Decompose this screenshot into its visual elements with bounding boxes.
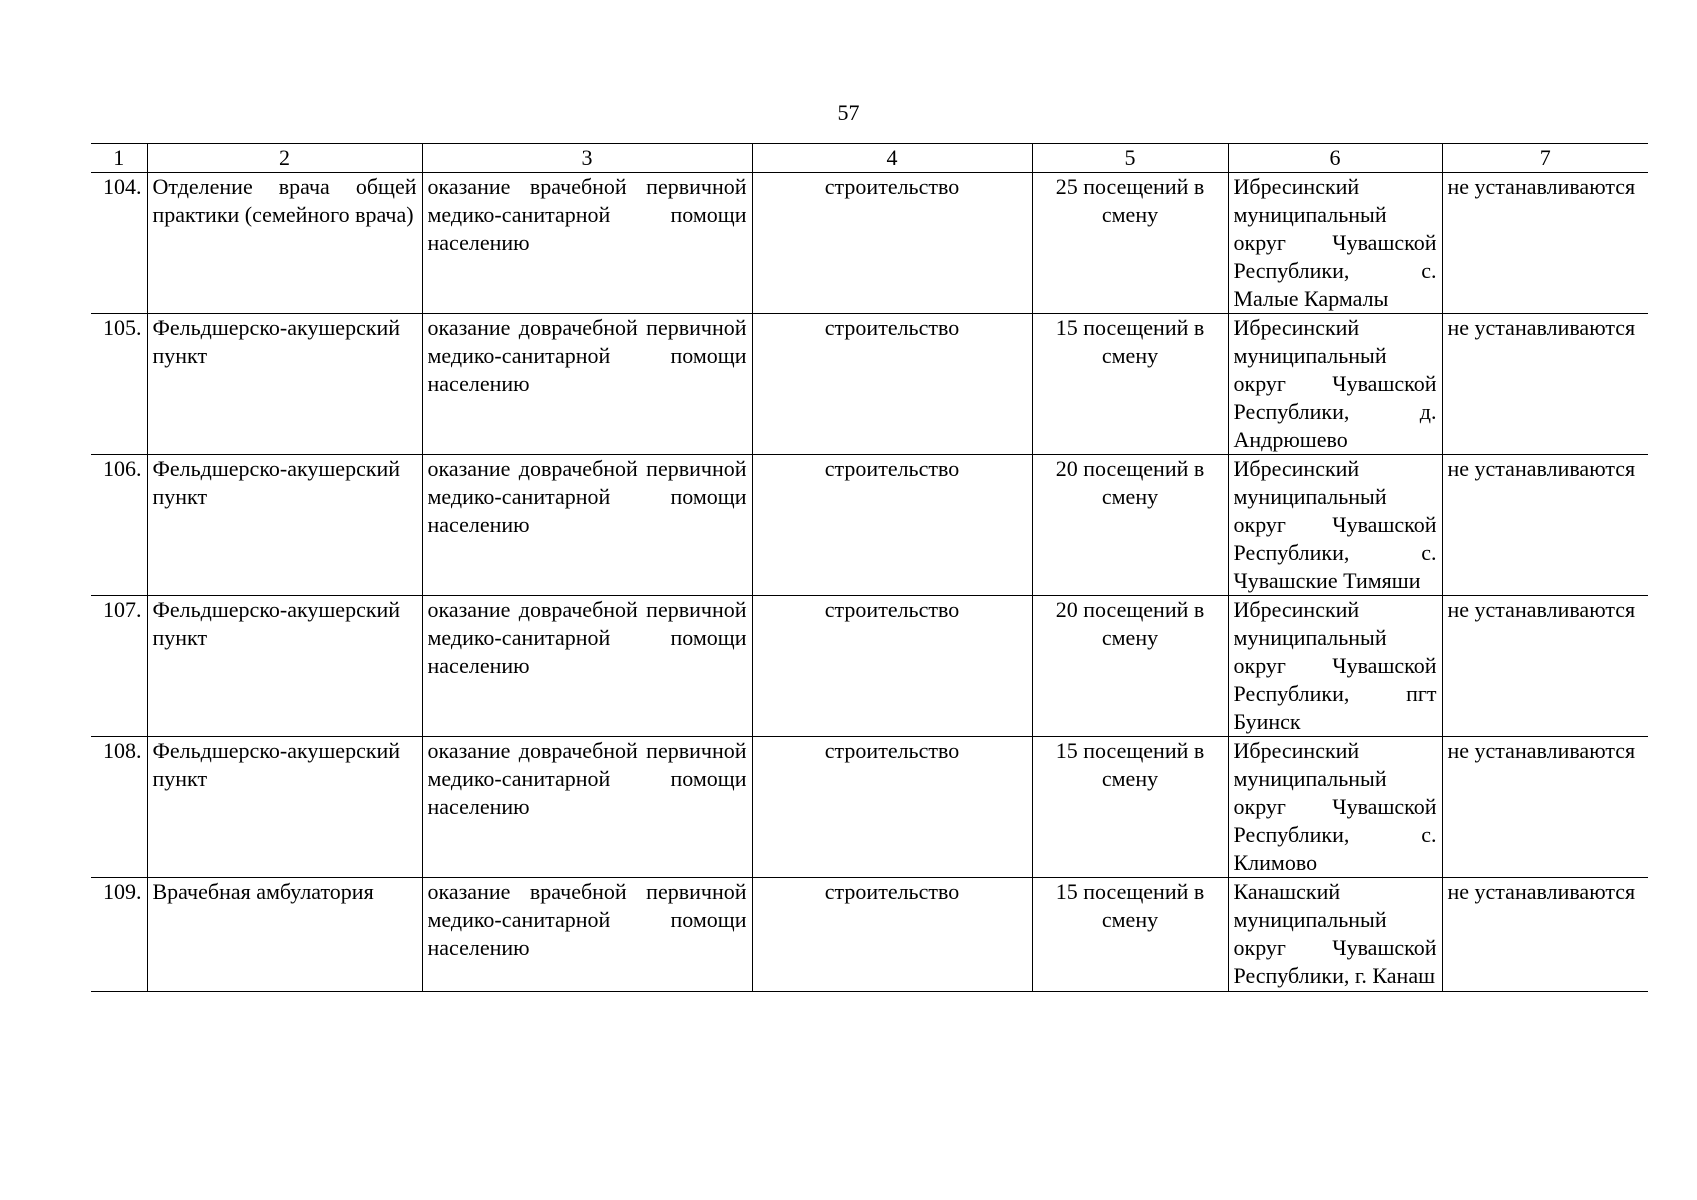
object-name-cell: Фельдшерско-акушерский пункт [147, 737, 422, 878]
object-name-cell: Отделение врача общей практики (семейного врача) [147, 173, 422, 314]
zone-cell: не устанавливаются [1442, 737, 1648, 878]
activity-type-cell: строительство [752, 878, 1032, 992]
purpose-cell: оказание врачебной первичной медико-санитарной помощи населению [422, 173, 752, 314]
purpose-cell: оказание врачебной первичной медико-санитарной помощи населению [422, 878, 752, 992]
row-number-cell: 108. [91, 737, 147, 878]
header-row [91, 144, 1648, 173]
zone-cell: не устанавливаются [1442, 596, 1648, 737]
object-name-cell: Фельдшерско-акушерский пункт [147, 314, 422, 455]
column-header: 4 [752, 144, 1032, 173]
purpose-cell: оказание доврачебной первичной медико-санитарной помощи населению [422, 314, 752, 455]
location-cell: Канашский муниципальный округ Чувашской Республики, г. Канаш [1228, 878, 1442, 992]
row-number-cell: 106. [91, 455, 147, 596]
column-header: 2 [147, 144, 422, 173]
column-header: 5 [1032, 144, 1228, 173]
location-cell: Ибресинский муниципальный округ Чувашской Республики, с. Чувашские Тимяши [1228, 455, 1442, 596]
row-number-cell: 109. [91, 878, 147, 992]
activity-type-cell: строительство [752, 314, 1032, 455]
location-cell: Ибресинский муниципальный округ Чувашской Республики, с. Климово [1228, 737, 1442, 878]
activity-type-cell: строительство [752, 596, 1032, 737]
column-header: 6 [1228, 144, 1442, 173]
location-cell: Ибресинский муниципальный округ Чувашской Республики, с. Малые Кармалы [1228, 173, 1442, 314]
zone-cell: не устанавливаются [1442, 878, 1648, 992]
table-row [91, 878, 1648, 992]
object-name-cell: Фельдшерско-акушерский пункт [147, 455, 422, 596]
location-cell: Ибресинский муниципальный округ Чувашской Республики, д. Андрюшево [1228, 314, 1442, 455]
row-number-cell: 104. [91, 173, 147, 314]
capacity-cell: 20 посещений в смену [1032, 596, 1228, 737]
purpose-cell: оказание доврачебной первичной медико-санитарной помощи населению [422, 737, 752, 878]
objects-table [91, 143, 1648, 992]
capacity-cell: 25 посещений в смену [1032, 173, 1228, 314]
zone-cell: не устанавливаются [1442, 314, 1648, 455]
zone-cell: не устанавливаются [1442, 455, 1648, 596]
activity-type-cell: строительство [752, 455, 1032, 596]
table-row [91, 173, 1648, 314]
location-cell: Ибресинский муниципальный округ Чувашской Республики, пгт Буинск [1228, 596, 1442, 737]
table-row [91, 596, 1648, 737]
capacity-cell: 15 посещений в смену [1032, 878, 1228, 992]
column-header: 3 [422, 144, 752, 173]
row-number-cell: 105. [91, 314, 147, 455]
activity-type-cell: строительство [752, 737, 1032, 878]
table-row [91, 314, 1648, 455]
capacity-cell: 20 посещений в смену [1032, 455, 1228, 596]
column-header: 1 [91, 144, 147, 173]
capacity-cell: 15 посещений в смену [1032, 737, 1228, 878]
purpose-cell: оказание доврачебной первичной медико-санитарной помощи населению [422, 455, 752, 596]
capacity-cell: 15 посещений в смену [1032, 314, 1228, 455]
zone-cell: не устанавливаются [1442, 173, 1648, 314]
table-row [91, 737, 1648, 878]
activity-type-cell: строительство [752, 173, 1032, 314]
purpose-cell: оказание доврачебной первичной медико-санитарной помощи населению [422, 596, 752, 737]
page-number: 57 [837, 100, 860, 125]
column-header: 7 [1442, 144, 1648, 173]
object-name-cell: Фельдшерско-акушерский пункт [147, 596, 422, 737]
row-number-cell: 107. [91, 596, 147, 737]
object-name-cell: Врачебная амбулатория [147, 878, 422, 992]
table-row [91, 455, 1648, 596]
